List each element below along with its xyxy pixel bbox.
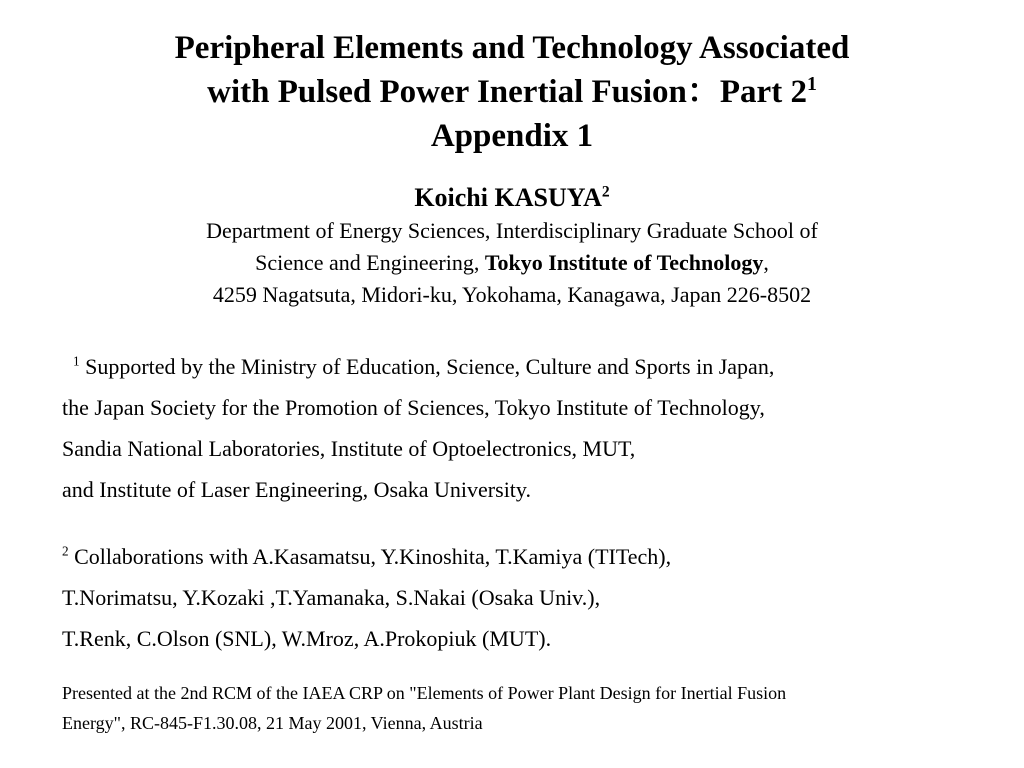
author-footnote-marker: 2 — [601, 183, 610, 201]
footnote-1-marker: 1 — [73, 353, 80, 369]
footnote-1-line: and Institute of Laser Engineering, Osaka University. — [62, 477, 531, 502]
footnote-1-line: the Japan Society for the Promotion of Sciences, Tokyo Institute of Technology, — [62, 395, 765, 420]
slide-title — [0, 26, 1024, 158]
footnote-2-line — [62, 536, 1002, 577]
title-line-2-text: with Pulsed Power Inertial Fusion：Part 2 — [207, 74, 807, 110]
affiliation-line-1: Department of Energy Sciences, Interdisciplinary Graduate School of — [206, 218, 818, 243]
footnote-2-line: T.Norimatsu, Y.Kozaki ,T.Yamanaka, S.Nakai (Osaka Univ.), — [62, 585, 601, 610]
presentation-line: Presented at the 2nd RCM of the IAEA CRP on "Elements of Power Plant Design for Inertial Fusion — [62, 683, 787, 703]
affiliation — [0, 215, 1024, 311]
affiliation-address: 4259 Nagatsuta, Midori-ku, Yokohama, Kanagawa, Japan 226-8502 — [212, 282, 812, 307]
author-name — [0, 181, 1024, 215]
title-line-3: Appendix 1 — [430, 118, 594, 154]
affiliation-institute: Tokyo Institute of Technology — [484, 250, 764, 275]
footnote-1-line — [62, 346, 1002, 387]
author-name-text: Koichi KASUYA — [414, 183, 602, 212]
footnote-2-line: T.Renk, C.Olson (SNL), W.Mroz, A.Prokopiuk (MUT). — [62, 626, 552, 651]
title-line-1: Peripheral Elements and Technology Associated — [174, 30, 850, 66]
author-block — [0, 181, 1024, 311]
title-line-2 — [0, 70, 1024, 114]
footnote-2-text: Collaborations with A.Kasamatsu, Y.Kinoshita, T.Kamiya (TITech), — [68, 544, 672, 569]
affiliation-line-2 — [0, 247, 1024, 279]
footnote-2-marker: 2 — [62, 543, 69, 559]
affiliation-line-2-post: , — [763, 250, 769, 275]
title-footnote-marker: 1 — [806, 73, 817, 95]
presentation-note — [62, 678, 1002, 738]
footnote-1-text: Supported by the Ministry of Education, Science, Culture and Sports in Japan, — [79, 354, 775, 379]
footnote-1 — [62, 346, 1002, 510]
affiliation-line-2-pre: Science and Engineering, — [255, 250, 485, 275]
footnote-1-line: Sandia National Laboratories, Institute of Optoelectronics, MUT, — [62, 436, 636, 461]
presentation-line: Energy", RC-845-F1.30.08, 21 May 2001, Vienna, Austria — [62, 713, 483, 733]
footnote-2 — [62, 536, 1002, 659]
